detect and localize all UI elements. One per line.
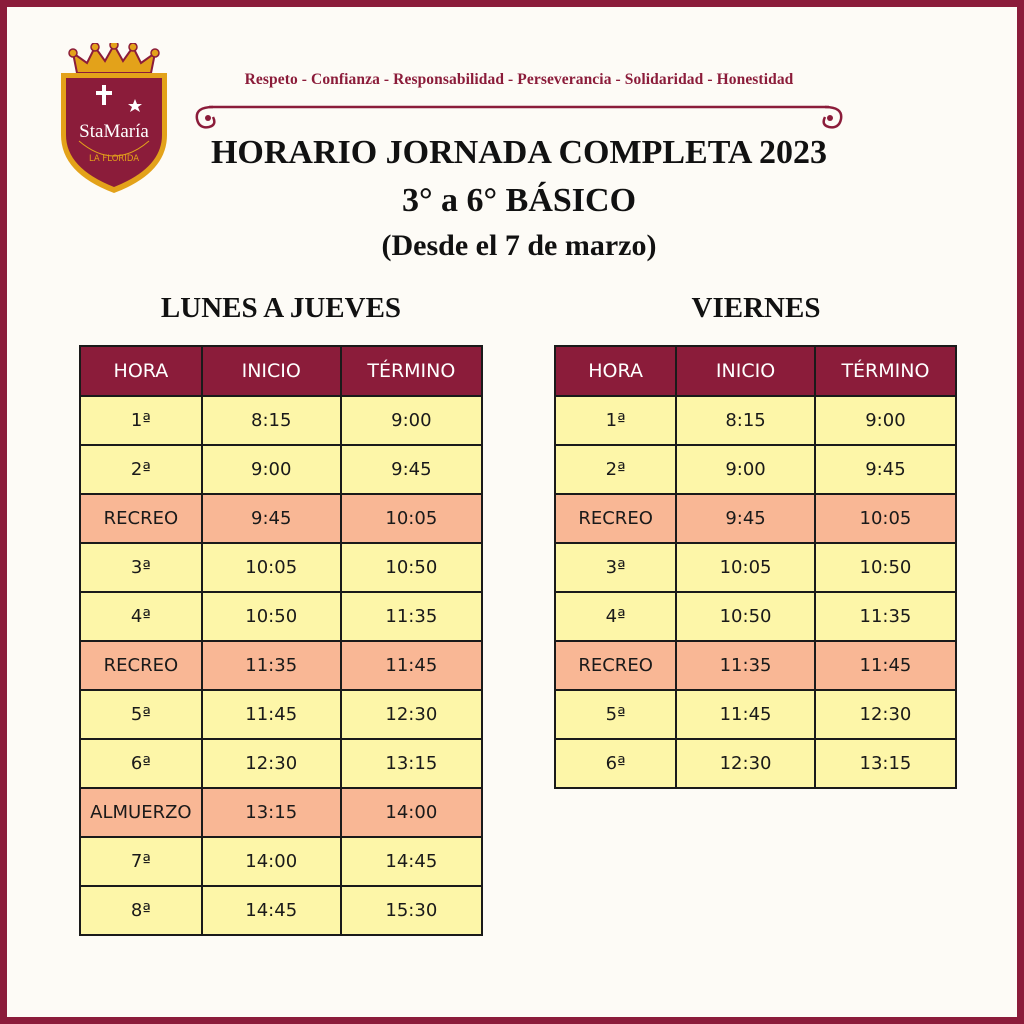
school-crest-logo [55,43,173,195]
cell-hora: RECREO [555,494,676,543]
cell-inicio: 8:15 [202,396,341,445]
table-row [80,690,482,739]
column-header-hora: HORA [80,346,202,396]
cell-termino: 15:30 [341,886,482,935]
column-header-termino: TÉRMINO [815,346,956,396]
schedule-poster [7,7,1017,1017]
table-header-row [80,346,482,396]
cell-inicio: 11:35 [676,641,815,690]
cell-inicio: 9:00 [202,445,341,494]
schedule-table-mon-thu [79,345,483,936]
cell-inicio: 12:30 [202,739,341,788]
cell-hora: 1ª [80,396,202,445]
cell-termino: 12:30 [815,690,956,739]
cell-inicio: 14:45 [202,886,341,935]
schedule-heading-mon-thu: LUNES A JUEVES [160,292,402,324]
column-header-inicio: INICIO [202,346,341,396]
cell-hora: 5ª [555,690,676,739]
cell-inicio: 12:30 [676,739,815,788]
cell-termino: 11:45 [815,641,956,690]
cell-hora: RECREO [80,494,202,543]
crest-name-text: StaMaría [79,121,149,142]
cell-hora: 6ª [555,739,676,788]
cell-termino: 14:00 [341,788,482,837]
cell-hora: 7ª [80,837,202,886]
cell-hora: 6ª [80,739,202,788]
table-row [80,886,482,935]
cell-termino: 11:35 [341,592,482,641]
cell-inicio: 9:00 [676,445,815,494]
cell-hora: RECREO [80,641,202,690]
page-title: HORARIO JORNADA COMPLETA 2023 [210,134,828,171]
cell-hora: 2ª [555,445,676,494]
cell-inicio: 11:45 [676,690,815,739]
cell-inicio: 8:15 [676,396,815,445]
cell-hora: 3ª [555,543,676,592]
cell-termino: 14:45 [341,837,482,886]
table-row [80,396,482,445]
table-row [80,592,482,641]
cell-inicio: 10:50 [676,592,815,641]
cell-inicio: 14:00 [202,837,341,886]
table-row [80,739,482,788]
cell-hora: 3ª [80,543,202,592]
cell-termino: 9:45 [815,445,956,494]
cell-termino: 13:15 [341,739,482,788]
column-header-hora: HORA [555,346,676,396]
cell-inicio: 11:35 [202,641,341,690]
cell-inicio: 11:45 [202,690,341,739]
cell-termino: 10:05 [341,494,482,543]
cell-termino: 9:45 [341,445,482,494]
cell-termino: 9:00 [815,396,956,445]
table-row [555,445,956,494]
table-row [555,592,956,641]
table-row [555,739,956,788]
cell-termino: 10:50 [341,543,482,592]
table-row-break [555,494,956,543]
table-row [555,543,956,592]
table-row-break [80,641,482,690]
table-row-break [555,641,956,690]
school-values-line: Respeto - Confianza - Responsabilidad - Perseverancia - Solidaridad - Honestidad [244,71,794,88]
cell-inicio: 9:45 [202,494,341,543]
cell-inicio: 10:05 [676,543,815,592]
table-row-break [80,788,482,837]
cell-termino: 12:30 [341,690,482,739]
grade-subtitle: 3° a 6° BÁSICO [401,182,637,219]
table-row [80,543,482,592]
cell-termino: 10:50 [815,543,956,592]
decorative-divider-ornament [191,99,847,135]
schedule-table-friday [554,345,957,789]
cell-hora: RECREO [555,641,676,690]
cell-termino: 11:45 [341,641,482,690]
cell-termino: 13:15 [815,739,956,788]
cell-inicio: 10:05 [202,543,341,592]
cell-inicio: 13:15 [202,788,341,837]
table-row [80,837,482,886]
table-row [555,396,956,445]
cell-hora: 8ª [80,886,202,935]
table-header-row [555,346,956,396]
cell-termino: 10:05 [815,494,956,543]
cell-termino: 9:00 [341,396,482,445]
column-header-inicio: INICIO [676,346,815,396]
cell-hora: 2ª [80,445,202,494]
crest-subtitle-text: LA FLORIDA [88,154,140,164]
cell-termino: 11:35 [815,592,956,641]
cell-hora: ALMUERZO [80,788,202,837]
table-row [555,690,956,739]
start-date-note: (Desde el 7 de marzo) [381,229,657,262]
table-row [80,445,482,494]
cell-hora: 4ª [555,592,676,641]
cell-inicio: 9:45 [676,494,815,543]
cell-hora: 1ª [555,396,676,445]
cell-inicio: 10:50 [202,592,341,641]
cell-hora: 4ª [80,592,202,641]
table-row-break [80,494,482,543]
column-header-termino: TÉRMINO [341,346,482,396]
cell-hora: 5ª [80,690,202,739]
schedule-heading-friday: VIERNES [691,292,821,324]
